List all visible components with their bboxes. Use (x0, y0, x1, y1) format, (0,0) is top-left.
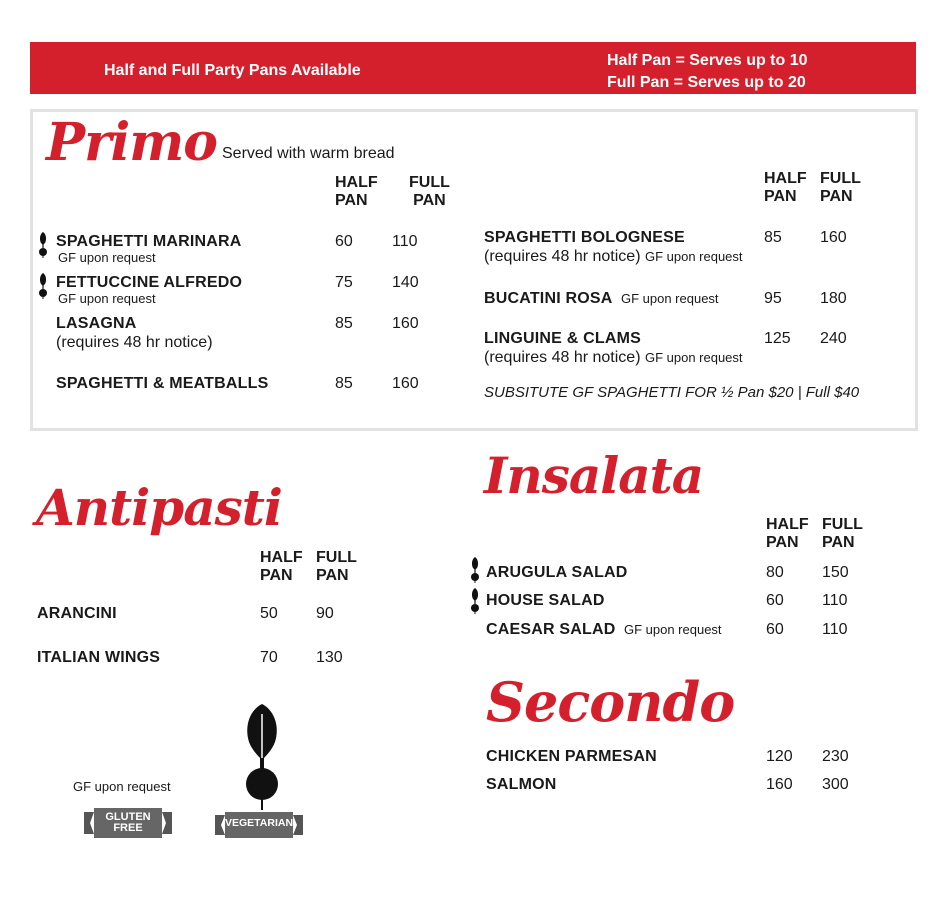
menu-item-name: ARANCINI (37, 605, 117, 622)
vegetarian-icon (38, 273, 48, 299)
menu-item-name: FETTUCCINE ALFREDO (56, 274, 243, 291)
menu-item-name: SPAGHETTI BOLOGNESE (484, 229, 685, 246)
secondo-title: Secondo (486, 670, 735, 734)
primo-right-half-header: HALF PAN (764, 170, 807, 205)
primo-subtitle: Served with warm bread (222, 145, 395, 162)
banner-half-pan-info: Half Pan = Serves up to 10 (607, 52, 808, 69)
full-pan-price: 160 (392, 315, 419, 332)
full-pan-price: 240 (820, 330, 847, 347)
half-pan-price: 85 (335, 375, 353, 392)
banner-left-text: Half and Full Party Pans Available (104, 62, 361, 79)
vegetarian-icon (38, 232, 48, 258)
half-pan-price: 160 (766, 776, 793, 793)
antipasti-half-header: HALF PAN (260, 549, 303, 584)
full-pan-price: 230 (822, 748, 849, 765)
half-pan-price: 120 (766, 748, 793, 765)
menu-item-name: SPAGHETTI & MEATBALLS (56, 375, 269, 392)
vegetarian-icon (470, 557, 480, 583)
half-pan-price: 85 (764, 229, 782, 246)
half-pan-price: 80 (766, 564, 784, 581)
banner-serving-info (607, 50, 808, 94)
antipasti-title: Antipasti (36, 478, 282, 537)
full-pan-price: 110 (392, 233, 418, 250)
insalata-title: Insalata (484, 446, 704, 505)
primo-title: Primo (46, 112, 217, 173)
half-pan-price: 60 (335, 233, 353, 250)
menu-item-notes: (requires 48 hr notice) GF upon request (484, 248, 743, 265)
insalata-half-header: HALF PAN (766, 516, 809, 551)
half-pan-price: 85 (335, 315, 353, 332)
menu-item-note: GF upon request (58, 250, 156, 265)
legend-gf-text: GF upon request (73, 779, 171, 794)
half-pan-price: 50 (260, 605, 278, 622)
menu-item-name: SPAGHETTI MARINARA (56, 233, 242, 250)
vegetarian-icon (470, 588, 480, 614)
menu-item-name: SALMON (486, 776, 557, 793)
menu-item-name: CHICKEN PARMESAN (486, 748, 657, 765)
vegetarian-icon (242, 704, 282, 812)
full-pan-price: 300 (822, 776, 849, 793)
menu-item-name: ITALIAN WINGS (37, 649, 161, 666)
full-pan-price: 110 (822, 621, 848, 638)
half-pan-price: 60 (766, 592, 784, 609)
full-pan-price: 90 (316, 605, 334, 622)
menu-item-note: (requires 48 hr notice) (56, 334, 213, 351)
full-pan-price: 140 (392, 274, 419, 291)
insalata-full-header: FULL PAN (822, 516, 863, 551)
full-pan-price: 130 (316, 649, 343, 666)
half-pan-price: 125 (764, 330, 791, 347)
full-pan-price: 160 (820, 229, 847, 246)
menu-item-name: ARUGULA SALAD (486, 564, 628, 581)
gluten-free-badge: GLUTEN FREE (105, 811, 151, 834)
primo-left-full-header: FULL PAN (409, 174, 450, 209)
primo-right-full-header: FULL PAN (820, 170, 861, 205)
full-pan-price: 110 (822, 592, 848, 609)
full-pan-price: 160 (392, 375, 419, 392)
half-pan-price: 60 (766, 621, 784, 638)
banner-full-pan-info: Full Pan = Serves up to 20 (607, 74, 806, 91)
menu-item-notes: (requires 48 hr notice) GF upon request (484, 349, 743, 366)
full-pan-price: 180 (820, 290, 847, 307)
vegetarian-badge: VEGETARIAN (224, 817, 294, 829)
party-pans-banner (30, 42, 916, 94)
half-pan-price: 75 (335, 274, 353, 291)
half-pan-price: 95 (764, 290, 782, 307)
primo-left-half-header: HALF PAN (335, 174, 378, 209)
menu-item-line: CAESAR SALAD GF upon request (486, 621, 722, 638)
menu-item-note: GF upon request (58, 291, 156, 306)
menu-item-name: LINGUINE & CLAMS (484, 330, 641, 347)
menu-item-line: BUCATINI ROSA GF upon request (484, 290, 719, 307)
menu-item-name: LASAGNA (56, 315, 137, 332)
gf-substitute-note: SUBSITUTE GF SPAGHETTI FOR ½ Pan $20 | Full $40 (484, 384, 860, 401)
antipasti-full-header: FULL PAN (316, 549, 357, 584)
full-pan-price: 150 (822, 564, 849, 581)
menu-item-name: HOUSE SALAD (486, 592, 605, 609)
half-pan-price: 70 (260, 649, 278, 666)
